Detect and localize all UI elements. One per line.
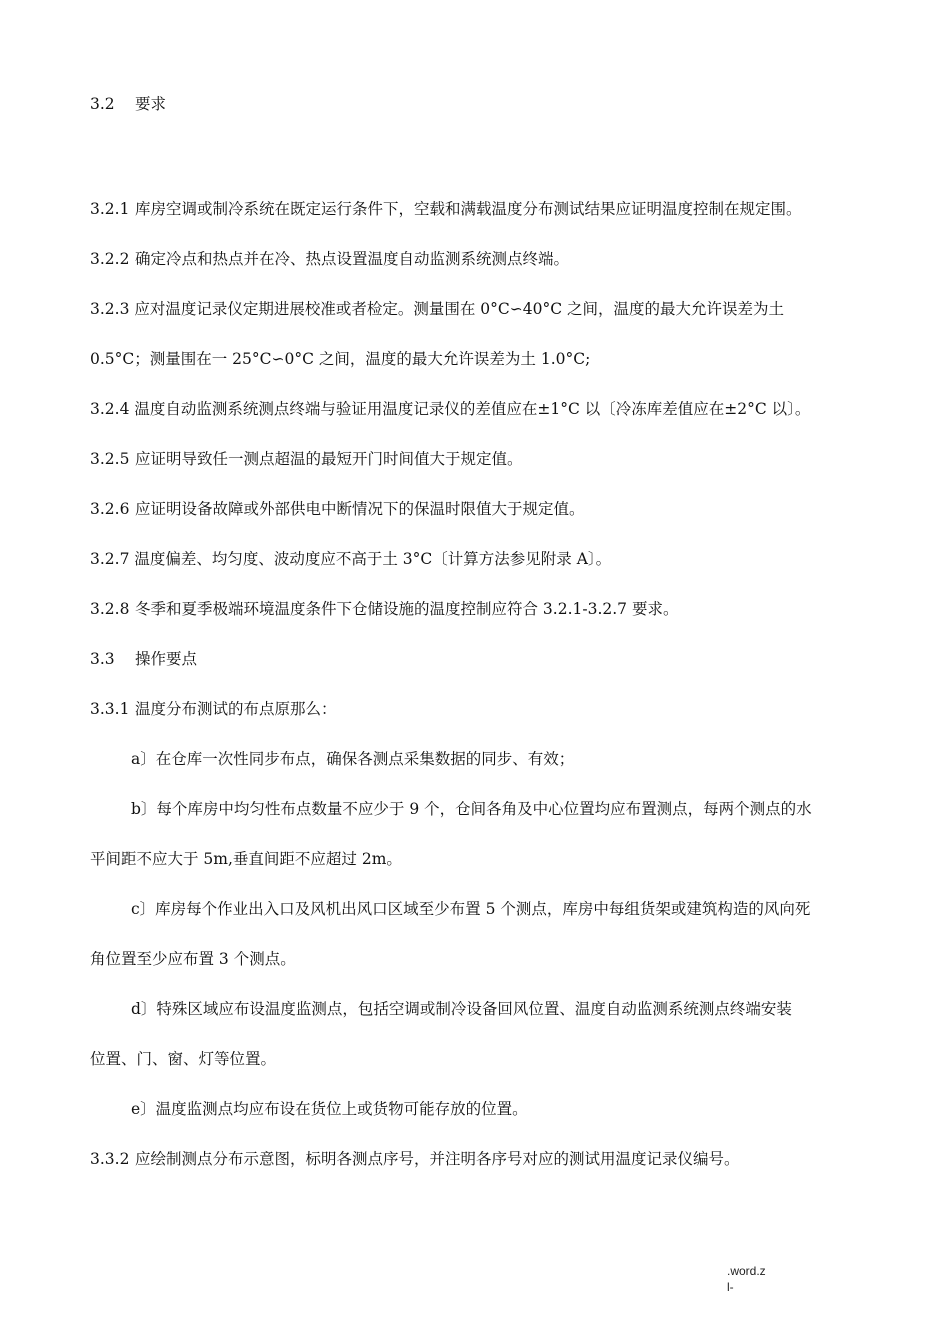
section-number: 3.2 [90,95,115,113]
clause-number: 3.2.1 [90,200,130,218]
clause-3-3-1 [90,699,337,719]
clause-3-2-3-line-1: 3.2.3 应对温度记录仪定期进展校准或者检定。测量围在 0°C∽40°C 之间，温度的最大允许误差为土 [90,300,785,318]
page-footer [727,1263,766,1295]
footer-line-1: .word.z [727,1264,766,1278]
sub-item-c-line-2: 角位置至少应布置 3 个测点。 [90,950,296,968]
clause-3-2-5 [90,449,523,469]
section-number: 3.3 [90,650,115,668]
clause-3-2-2 [90,249,569,269]
clause-number: 3.2.5 [90,450,130,468]
clause-3-2-8 [90,599,678,619]
sub-item-b-line-2: 平间距不应大于 5m,垂直间距不应超过 2m。 [90,850,402,868]
clause-text: 冬季和夏季极端环境温度条件下仓储设施的温度控制应符合 3.2.1-3.2.7 要求。 [135,600,679,618]
section-title: 要求 [135,95,167,113]
footer-line-2: l- [727,1280,734,1294]
section-title: 操作要点 [135,650,198,668]
clause-text: 应绘制测点分布示意图，标明各测点序号，并注明各序号对应的测试用温度记录仪编号。 [135,1150,740,1168]
section-heading-3-2 [90,94,166,114]
clause-text: 温度分布测试的布点原那么： [135,700,337,718]
clause-3-2-1 [90,199,802,219]
sub-item-c-line-1: c〕库房每个作业出入口及风机出风口区域至少布置 5 个测点，库房中每组货架或建筑构造的风向死 [131,900,811,918]
clause-3-2-3-line-2: 0.5°C；测量围在一 25°C∽0°C 之间，温度的最大允许误差为土 1.0°C; [90,350,591,368]
clause-number: 3.2.6 [90,500,130,518]
clause-number: 3.2.8 [90,600,130,618]
clause-text: 应证明设备故障或外部供电中断情况下的保温时限值大于规定值。 [135,500,585,518]
clause-3-2-7: 3.2.7 温度偏差、均匀度、波动度应不高于土 3°C〔计算方法参见附录 A〕。 [90,550,612,568]
sub-item-d-line-2: 位置、门、窗、灯等位置。 [90,1050,277,1068]
sub-item-a: a〕在仓库一次性同步布点，确保各测点采集数据的同步、有效； [131,750,575,768]
clause-text: 库房空调或制冷系统在既定运行条件下，空载和满载温度分布测试结果应证明温度控制在规定围。 [135,200,802,218]
sub-item-d-line-1: d〕特殊区域应布设温度监测点，包括空调或制冷设备回风位置、温度自动监测系统测点终端安装 [131,1000,792,1018]
sub-item-e: e〕温度监测点均应布设在货位上或货物可能存放的位置。 [131,1100,528,1118]
clause-number: 3.3.1 [90,700,130,718]
clause-text: 确定冷点和热点并在冷、热点设置温度自动监测系统测点终端。 [135,250,570,268]
sub-item-b-line-1: b〕每个库房中均匀性布点数量不应少于 9 个，仓间各角及中心位置均应布置测点，每两个测点的水 [131,800,812,818]
clause-3-2-4: 3.2.4 温度自动监测系统测点终端与验证用温度记录仪的差值应在±1°C 以〔冷冻库差值应在±2°C 以〕。 [90,400,811,418]
clause-3-2-6 [90,499,585,519]
clause-number: 3.3.2 [90,1150,130,1168]
clause-text: 应证明导致任一测点超温的最短开门时间值大于规定值。 [135,450,523,468]
clause-number: 3.2.2 [90,250,130,268]
section-heading-3-3 [90,649,197,669]
clause-3-3-2 [90,1149,740,1169]
